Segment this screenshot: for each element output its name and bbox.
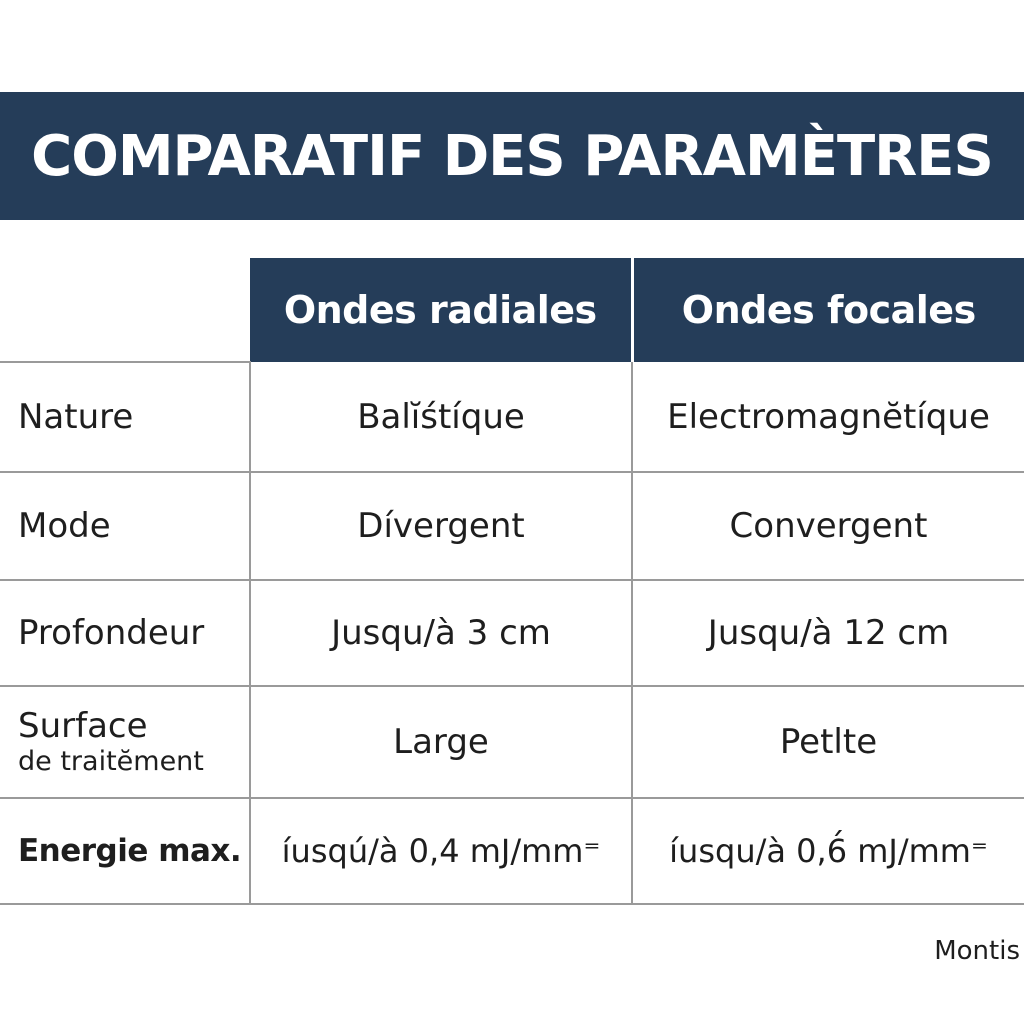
cell-radial-mode: Dívergent [250, 472, 632, 580]
table-header-row [0, 258, 1024, 362]
footer-credit: Montis [934, 936, 1020, 966]
cell-radial-depth: Jusqu/à 3 cm [250, 580, 632, 686]
title-banner [0, 92, 1024, 220]
comparison-table [0, 258, 1024, 905]
table-row [0, 798, 1024, 904]
table-row [0, 362, 1024, 472]
row-label-mode [0, 472, 250, 580]
column-header-focal: Ondes focales [632, 258, 1024, 362]
row-label-subtext: de traitĕment [18, 746, 204, 777]
table-row [0, 580, 1024, 686]
table-row [0, 686, 1024, 798]
cell-radial-nature: Balĭśtíque [250, 362, 632, 472]
row-label-nature [0, 362, 250, 472]
table-row [0, 472, 1024, 580]
cell-focal-mode: Convergent [632, 472, 1024, 580]
row-label-energy [0, 798, 250, 904]
row-label-text: Mode [18, 506, 111, 546]
row-label-text: Nature [18, 397, 134, 437]
cell-radial-energy: íusqú/à 0,4 mJ/mm⁼ [250, 798, 632, 904]
cell-focal-energy: íusqu/à 0,6́ mJ/mm⁼ [632, 798, 1024, 904]
cell-radial-surface: Large [250, 686, 632, 798]
cell-focal-surface: Petlte [632, 686, 1024, 798]
row-label-text: Profondeur [18, 613, 205, 653]
row-label-text: Energie max. [18, 833, 242, 869]
cell-focal-nature: Electromagnĕtíque [632, 362, 1024, 472]
row-label-depth [0, 580, 250, 686]
page-title: COMPARATIF DES PARAMÈTRES [31, 123, 993, 189]
cell-focal-depth: Jusqu/à 12 cm [632, 580, 1024, 686]
row-label-text: Surface [18, 706, 148, 746]
column-header-radial: Ondes radiales [250, 258, 632, 362]
row-label-surface [0, 686, 250, 798]
header-corner-cell [0, 258, 250, 362]
